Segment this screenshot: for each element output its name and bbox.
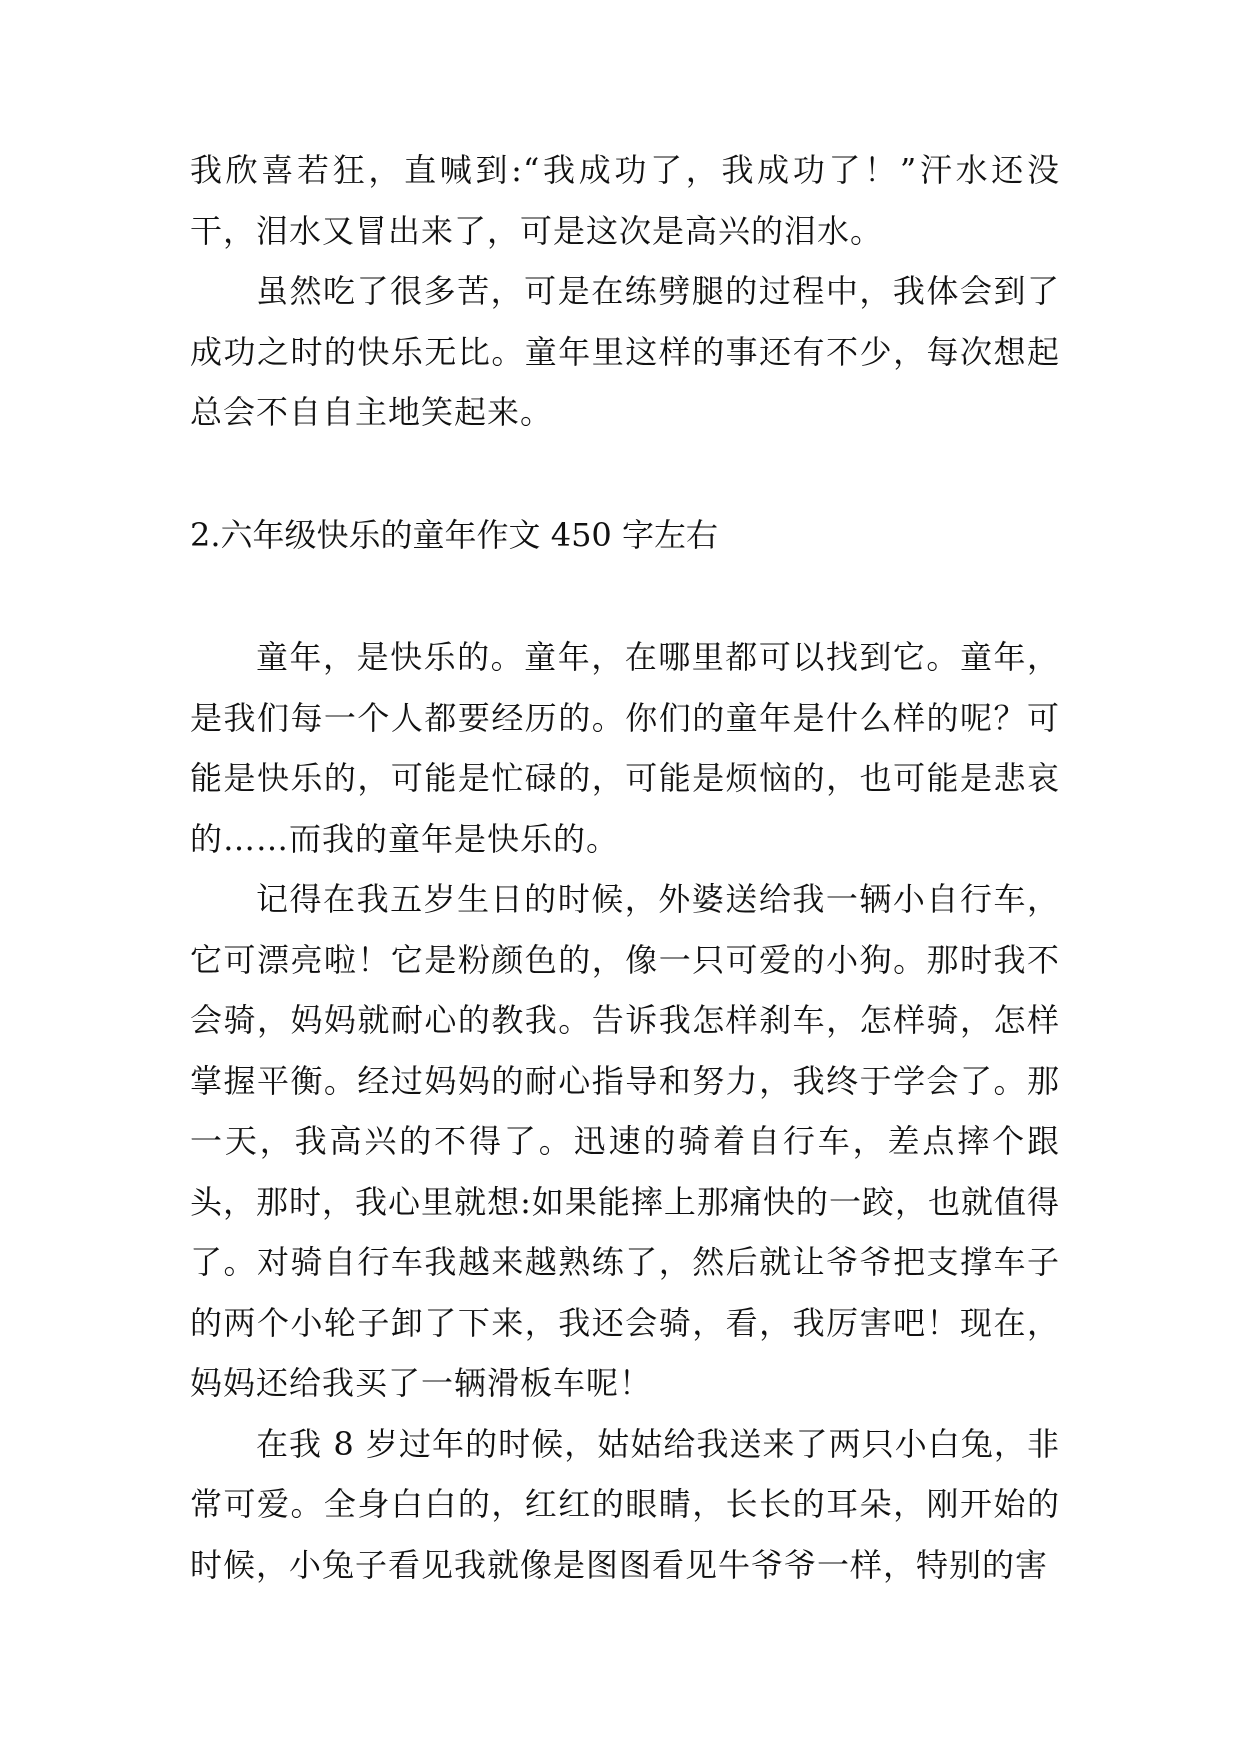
section-heading: 2.六年级快乐的童年作文 450 字左右 (190, 515, 718, 554)
paragraph: 记得在我五岁生日的时候，外婆送给我一辆小自行车，它可漂亮啦！它是粉颜色的，像一只可爱的小狗。那时我不会骑，妈妈就耐心的教我。告诉我怎样刹车，怎样骑，怎样掌握平衡。经过妈妈的耐心指导和努力，我终于学会了。那一天，我高兴的不得了。迅速的骑着自行车，差点摔个跟头，那时，我心里就想:如果能摔上那痛快的一跤，也就值得了。对骑自行车我越来越熟练了，然后就让爷爷把支撑车子的两个小轮子卸了下来，我还会骑，看，我厉害吧！现在，妈妈还给我买了一辆滑板车呢！ (190, 880, 1060, 1402)
paragraph: 我欣喜若狂，直喊到:“我成功了，我成功了！”汗水还没干，泪水又冒出来了，可是这次是高兴的泪水。 (190, 151, 1060, 250)
paragraph: 童年，是快乐的。童年，在哪里都可以找到它。童年，是我们每一个人都要经历的。你们的童年是什么样的呢？可能是快乐的，可能是忙碌的，可能是烦恼的，也可能是悲哀的……而我的童年是快乐的。 (190, 638, 1060, 858)
paragraph: 在我 8 岁过年的时候，姑姑给我送来了两只小白兔，非常可爱。全身白白的，红红的眼睛，长长的耳朵，刚开始的时候，小兔子看见我就像是图图看见牛爷爷一样，特别的害 (190, 1424, 1060, 1584)
paragraph: 虽然吃了很多苦，可是在练劈腿的过程中，我体会到了成功之时的快乐无比。童年里这样的事还有不少，每次想起总会不自自主地笑起来。 (190, 272, 1060, 431)
document-body (190, 140, 1060, 1595)
